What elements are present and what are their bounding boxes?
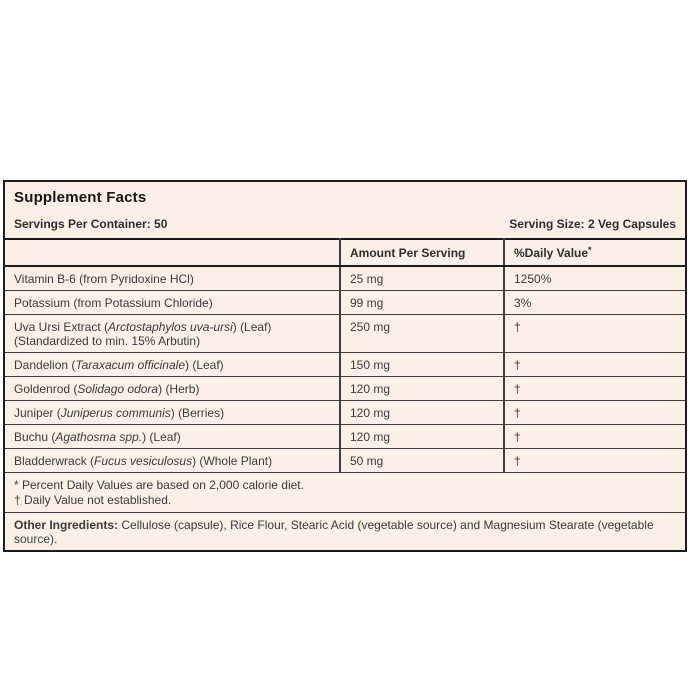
amount-cell: 50 mg bbox=[340, 449, 504, 473]
table-row bbox=[5, 449, 685, 473]
table-row bbox=[5, 266, 685, 291]
supplement-facts-table bbox=[5, 238, 685, 550]
daily-value-cell: † bbox=[504, 449, 685, 473]
daily-value-cell: † bbox=[504, 377, 685, 401]
ingredient-name-cell: Potassium (from Potassium Chloride) bbox=[5, 291, 340, 315]
ingredient-name-cell: Uva Ursi Extract (Arctostaphylos uva-ursi) (Leaf) (Standardized to min. 15% Arbutin) bbox=[5, 315, 340, 353]
serving-size: Serving Size: 2 Veg Capsules bbox=[509, 217, 676, 231]
ingredient-name-cell: Vitamin B-6 (from Pyridoxine HCl) bbox=[5, 266, 340, 291]
other-ingredients-text: Cellulose (capsule), Rice Flour, Stearic Acid (vegetable source) and Magnesium Stearate (vegetable source). bbox=[14, 518, 654, 546]
panel-title: Supplement Facts bbox=[14, 189, 147, 206]
amount-cell: 120 mg bbox=[340, 377, 504, 401]
footnote-dagger: † Daily Value not established. bbox=[14, 493, 172, 507]
amount-cell: 120 mg bbox=[340, 401, 504, 425]
ingredient-name-cell: Bladderwrack (Fucus vesiculosus) (Whole Plant) bbox=[5, 449, 340, 473]
footnote-percent-dv: * Percent Daily Values are based on 2,000 calorie diet. bbox=[14, 478, 304, 492]
daily-value-cell: † bbox=[504, 401, 685, 425]
amount-cell: 150 mg bbox=[340, 353, 504, 377]
ingredient-rows bbox=[5, 266, 685, 473]
daily-value-asterisk: * bbox=[588, 245, 592, 255]
serving-info-row bbox=[5, 206, 685, 238]
daily-value-cell: 1250% bbox=[504, 266, 685, 291]
table-row bbox=[5, 377, 685, 401]
footnotes-cell bbox=[5, 473, 685, 513]
daily-value-cell: † bbox=[504, 353, 685, 377]
servings-per-container: Servings Per Container: 50 bbox=[14, 217, 168, 231]
ingredient-name-cell: Buchu (Agathosma spp.) (Leaf) bbox=[5, 425, 340, 449]
daily-value-cell: † bbox=[504, 425, 685, 449]
daily-value-column-header: %Daily Value* bbox=[504, 239, 685, 266]
amount-cell: 99 mg bbox=[340, 291, 504, 315]
amount-cell: 25 mg bbox=[340, 266, 504, 291]
supplement-facts-panel bbox=[3, 180, 687, 552]
other-ingredients-cell bbox=[5, 513, 685, 551]
other-ingredients-label: Other Ingredients: bbox=[14, 518, 119, 532]
daily-value-cell: 3% bbox=[504, 291, 685, 315]
amount-column-header: Amount Per Serving bbox=[340, 239, 504, 266]
ingredient-name-cell: Juniper (Juniperus communis) (Berries) bbox=[5, 401, 340, 425]
table-row bbox=[5, 401, 685, 425]
table-row bbox=[5, 353, 685, 377]
daily-value-cell: † bbox=[504, 315, 685, 353]
table-row bbox=[5, 315, 685, 353]
ingredient-column-header bbox=[5, 239, 340, 266]
amount-cell: 120 mg bbox=[340, 425, 504, 449]
table-row bbox=[5, 425, 685, 449]
other-ingredients-row bbox=[5, 513, 685, 551]
ingredient-name-cell: Dandelion (Taraxacum officinale) (Leaf) bbox=[5, 353, 340, 377]
table-row bbox=[5, 291, 685, 315]
table-header-row bbox=[5, 239, 685, 266]
ingredient-name-cell: Goldenrod (Solidago odora) (Herb) bbox=[5, 377, 340, 401]
amount-cell: 250 mg bbox=[340, 315, 504, 353]
footnotes-row bbox=[5, 473, 685, 513]
